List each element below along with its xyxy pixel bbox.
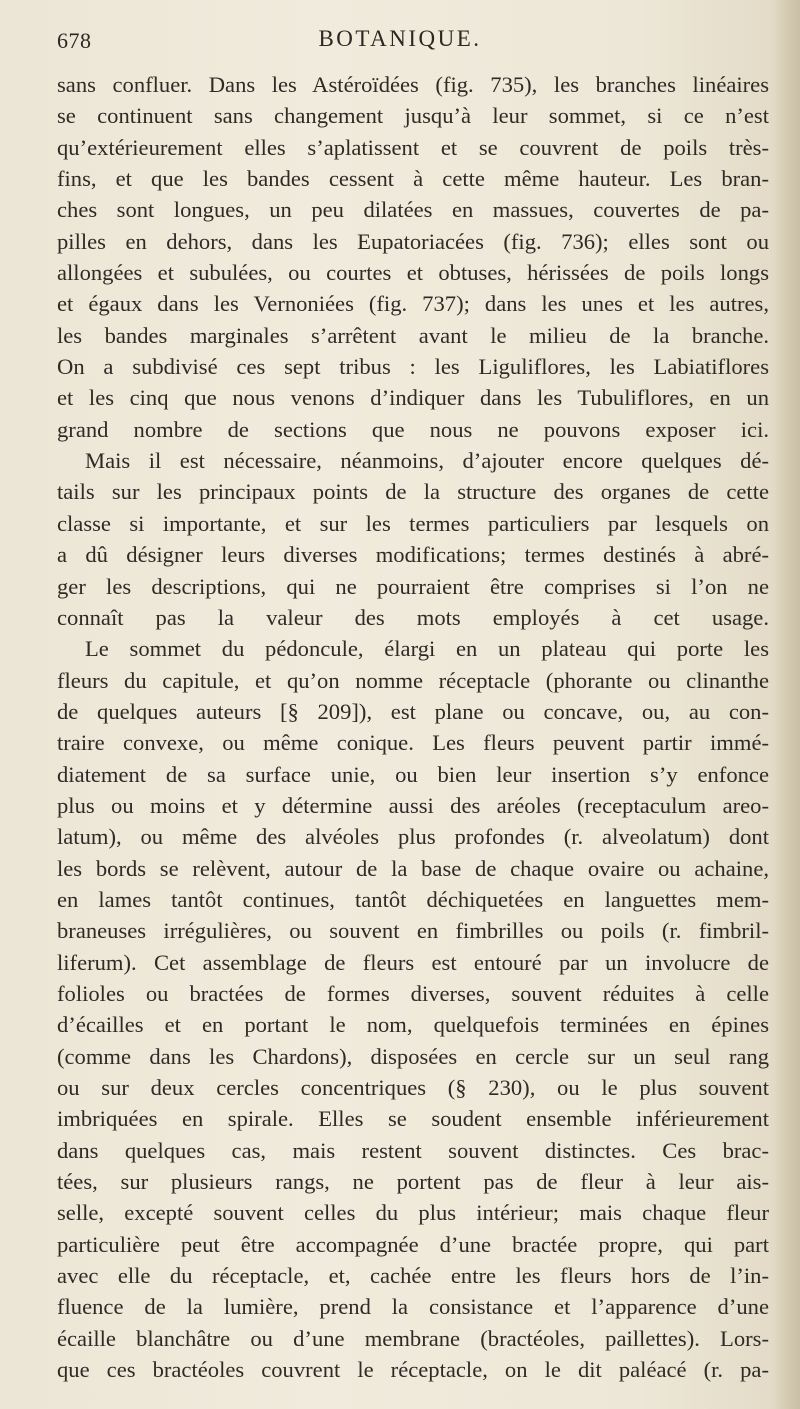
text-line: imbriquées en spirale. Elles se soudent ensemble inférieurement bbox=[57, 1106, 769, 1132]
text-line: folioles ou bractées de formes diverses, souvent réduites à celle bbox=[57, 980, 769, 1006]
text-line: ger les descriptions, qui ne pourraient être comprises si l’on ne bbox=[57, 573, 769, 599]
text-line: ches sont longues, un peu dilatées en massues, couvertes de pa- bbox=[57, 197, 769, 223]
page-edge-shadow bbox=[774, 0, 800, 1409]
text-line: en lames tantôt continues, tantôt déchiquetées en languettes mem- bbox=[57, 886, 769, 912]
text-line: latum), ou même des alvéoles plus profondes (r. alveolatum) dont bbox=[57, 824, 769, 850]
text-line: les bandes marginales s’arrêtent avant le milieu de la branche. bbox=[57, 322, 769, 348]
text-line: tails sur les principaux points de la structure des organes de cette bbox=[57, 479, 769, 505]
text-line: avec elle du réceptacle, et, cachée entre les fleurs hors de l’in- bbox=[57, 1263, 769, 1289]
text-line: que ces bractéoles couvrent le réceptacle, on le dit paléacé (r. pa- bbox=[57, 1357, 769, 1383]
text-line: tées, sur plusieurs rangs, ne portent pas de fleur à leur ais- bbox=[57, 1169, 769, 1195]
page-number: 678 bbox=[57, 28, 92, 53]
text-line: sans confluer. Dans les Astéroïdées (fig. 735), les branches linéaires bbox=[57, 72, 769, 97]
text-line: pilles en dehors, dans les Eupatoriacées (fig. 736); elles sont ou bbox=[57, 228, 769, 254]
text-line: allongées et subulées, ou courtes et obtuses, hérissées de poils longs bbox=[57, 260, 769, 286]
text-line: qu’extérieurement elles s’aplatissent et se couvrent de poils très- bbox=[57, 134, 769, 160]
text-line: fluence de la lumière, prend la consistance et l’apparence d’une bbox=[57, 1294, 769, 1320]
running-head: BOTANIQUE. bbox=[318, 26, 482, 51]
text-line: diatement de sa surface unie, ou bien leur insertion s’y enfonce bbox=[57, 761, 769, 787]
text-line: ou sur deux cercles concentriques (§ 230), ou le plus souvent bbox=[57, 1075, 769, 1100]
text-line: les bords se relèvent, autour de la base de chaque ovaire ou achaine, bbox=[57, 855, 769, 881]
text-line: a dû désigner leurs diverses modifications; termes destinés à abré- bbox=[57, 542, 769, 568]
text-line: traire convexe, ou même conique. Les fleurs peuvent partir immé- bbox=[57, 730, 769, 756]
text-line: liferum). Cet assemblage de fleurs est entouré par un involucre de bbox=[57, 949, 769, 975]
text-line: écaille blanchâtre ou d’une membrane (bractéoles, paillettes). Lors- bbox=[57, 1325, 769, 1351]
text-line: de quelques auteurs [§ 209]), est plane ou concave, ou, au con- bbox=[57, 698, 769, 724]
text-line: Le sommet du pédoncule, élargi en un plateau qui porte les bbox=[85, 636, 769, 662]
text-line: dans quelques cas, mais restent souvent distinctes. Ces brac- bbox=[57, 1137, 769, 1163]
text-line: fins, et que les bandes cessent à cette même hauteur. Les bran- bbox=[57, 166, 769, 192]
text-line: (comme dans les Chardons), disposées en cercle sur un seul rang bbox=[57, 1043, 769, 1069]
text-line: On a subdivisé ces sept tribus : les Liguliflores, les Labiatiflores bbox=[57, 354, 769, 380]
text-line: et égaux dans les Vernoniées (fig. 737); dans les unes et les autres, bbox=[57, 291, 769, 317]
text-line: et les cinq que nous venons d’indiquer dans les Tubuliflores, en un bbox=[57, 385, 769, 411]
text-line: particulière peut être accompagnée d’une bractée propre, qui part bbox=[57, 1231, 769, 1257]
text-line: braneuses irrégulières, ou souvent en fimbrilles ou poils (r. fimbril- bbox=[57, 918, 769, 944]
body-text bbox=[57, 69, 769, 1385]
text-line: Mais il est nécessaire, néanmoins, d’ajouter encore quelques dé- bbox=[85, 448, 769, 474]
text-line: plus ou moins et y détermine aussi des aréoles (receptaculum areo- bbox=[57, 792, 769, 818]
text-line: d’écailles et en portant le nom, quelquefois terminées en épines bbox=[57, 1012, 769, 1038]
text-line: grand nombre de sections que nous ne pouvons exposer ici. bbox=[57, 416, 769, 442]
text-line: se continuent sans changement jusqu’à leur sommet, si ce n’est bbox=[57, 103, 769, 129]
text-line: selle, excepté souvent celles du plus intérieur; mais chaque fleur bbox=[57, 1200, 769, 1226]
page-header bbox=[0, 24, 800, 58]
text-line: classe si importante, et sur les termes particuliers par lesquels on bbox=[57, 510, 769, 536]
text-line: fleurs du capitule, et qu’on nomme réceptacle (phorante ou clinanthe bbox=[57, 667, 769, 693]
text-line: connaît pas la valeur des mots employés à cet usage. bbox=[57, 604, 769, 630]
